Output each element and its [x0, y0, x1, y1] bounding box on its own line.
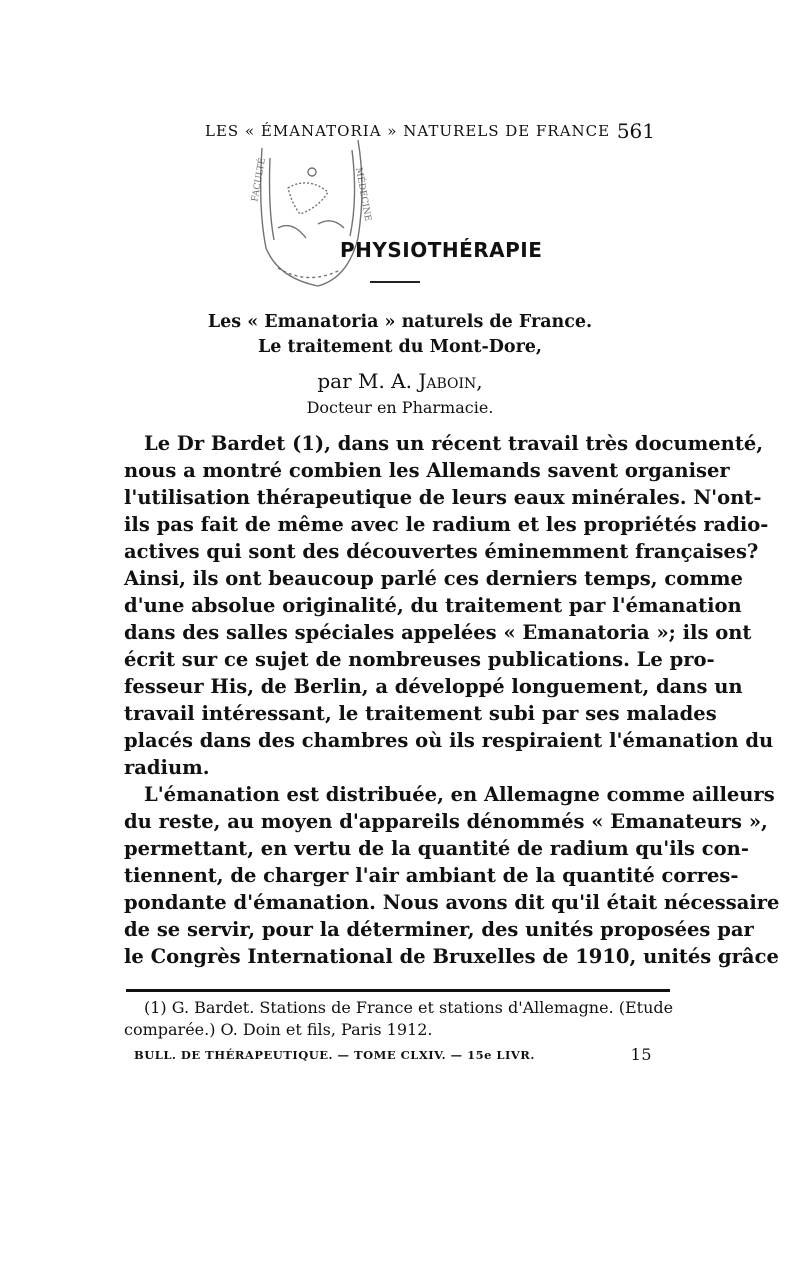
body-line: travail intéressant, le traitement subi par ses malades [124, 702, 717, 725]
body-line: fesseur His, de Berlin, a développé longuement, dans un [124, 675, 743, 698]
section-title: PHYSIOTHÉRAPIE [340, 238, 543, 262]
body-line: tiennent, de charger l'air ambiant de la quantité corres- [124, 864, 739, 887]
body-line: pondante d'émanation. Nous avons dit qu'il était nécessaire [124, 891, 780, 914]
footnote-line-1: (1) G. Bardet. Stations de France et stations d'Allemagne. (Etude [144, 998, 674, 1017]
running-title: LES « ÉMANATORIA » NATURELS DE FRANCE [205, 122, 611, 140]
body-line: radium. [124, 756, 210, 779]
body-line: Le Dr Bardet (1), dans un récent travail très documenté, [144, 432, 764, 455]
body-line: actives qui sont des découvertes éminemment françaises? [124, 540, 759, 563]
svg-text:FACULTÉ: FACULTÉ [250, 157, 268, 203]
body-line: d'une absolue originalité, du traitement par l'émanation [124, 594, 742, 617]
footnote-rule [126, 989, 670, 992]
page-footer [134, 1045, 652, 1068]
body-line: écrit sur ce sujet de nombreuses publications. Le pro- [124, 648, 715, 671]
body-line: de se servir, pour la déterminer, des unités proposées par [124, 918, 754, 941]
library-stamp-icon [248, 128, 376, 300]
section-rule [370, 281, 420, 283]
page-number: 561 [616, 119, 655, 143]
body-line: dans des salles spéciales appelées « Emanatoria »; ils ont [124, 621, 752, 644]
footer-signature-number: 15 [630, 1045, 652, 1064]
author-name: Jaboin, [418, 369, 483, 393]
body-line: permettant, en vertu de la quantité de radium qu'ils con- [124, 837, 749, 860]
article-author [0, 369, 800, 393]
body-line: l'utilisation thérapeutique de leurs eaux minérales. N'ont- [124, 486, 762, 509]
author-prefix: par M. A. [317, 369, 419, 393]
body-line: le Congrès International de Bruxelles de 1910, unités grâce [124, 945, 779, 968]
body-line: Ainsi, ils ont beaucoup parlé ces derniers temps, comme [124, 567, 743, 590]
body-line: ils pas fait de même avec le radium et les propriétés radio- [124, 513, 769, 536]
body-line: nous a montré combien les Allemands savent organiser [124, 459, 730, 482]
article-title-line-1: Les « Emanatoria » naturels de France. [207, 312, 593, 332]
body-line: placés dans des chambres où ils respiraient l'émanation du [124, 729, 774, 752]
footer-journal: BULL. DE THÉRAPEUTIQUE. — TOME CLXIV. — 15e LIVR. [134, 1048, 535, 1062]
svg-text:MÉDECINE: MÉDECINE [353, 166, 373, 223]
footnote-line-2: comparée.) O. Doin et fils, Paris 1912. [124, 1020, 433, 1039]
body-line: du reste, au moyen d'appareils dénommés « Emanateurs », [124, 810, 768, 833]
author-affiliation: Docteur en Pharmacie. [306, 398, 494, 417]
body-line: L'émanation est distribuée, en Allemagne comme ailleurs [144, 783, 775, 806]
article-title-line-2: Le traitement du Mont-Dore, [257, 337, 543, 357]
